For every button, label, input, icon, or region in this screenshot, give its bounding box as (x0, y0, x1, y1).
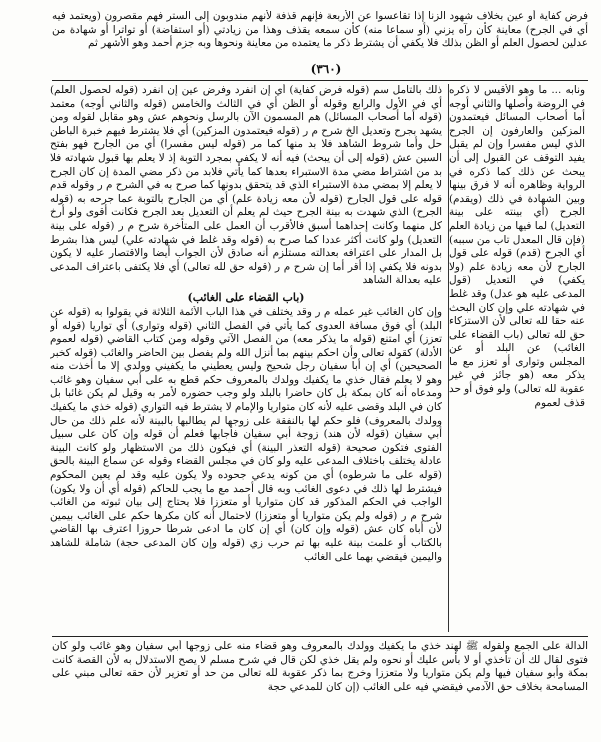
side-column (448, 84, 589, 632)
section-heading: (باب القضاء على الغائب) (187, 290, 305, 304)
side-column-text: ونابه ... ما وهو الأقيس لا ذكره في الروضة وأصلها والثاني أوجه أما أصحاب المسائل فيعتمدون المزكين والعارفون إن الجرح الذي ليس مفسرا وإن لم يقبل يفيد التوقف عن القبول إلى أن يبحث عن ذلك كما ذكره في الرواية وظاهره أنه لا فرق بينها وبين الشهادة في ذلك (ويقدم) الجرح (أي بينته على بينة التعديل) لما فيها من زيادة العلم (فإن قال المعدل تاب من سببه) أي الجرح (قدم) قوله على قول الجارح لأن معه زيادة علم (ولا يكفي) في التعديل (قول المدعى عليه هو عدل) وقد غلط في شهادته علي وإن كان البحث عنه حقا لله تعالى لأن الاستزكاء حق لله تعالى (باب القضاء على الغائب) عن البلد أو عن المجلس وتوارى أو تعزز مع ما يذكر معه (هو جائز في غير عقوبة لله تعالى) ولو فوق أو حد قذف لعموم (449, 84, 585, 409)
header-rule (52, 80, 588, 81)
page-number: (٣٦٠) (310, 62, 342, 76)
main-column (50, 84, 442, 632)
bottom-text-block: الدالة على الجمع ولقوله ﷺ لهند خذي ما يكفيك وولدك بالمعروف وهو قضاء منه على زوجها أبي سفيان وهو غائب ولو كان فتوى لقال لك أن تأخذي أو لا بأس عليك أو نحوه ولم يقل خذي لكن قال في شرح مسلم لا يصح الاستدلال به لأن القصة كانت بمكة وأبو سفيان فيها ولم يكن متواريا ولا متعززا وخرج بما ذكر عقوبة لله تعالى من حد أو تعزير لأن حقه تعالى مبني على المسامحة بخلاف حق الآدمي فيقضي فيه على الغائب (إن كان للمدعي حجة (52, 640, 588, 693)
bottom-divider (52, 636, 588, 637)
main-text-part-1: ذلك بالتأمل سم (قوله فرض كفاية) أي إن انفرد وفرض عين إن انفرد (قوله لحصول العلم) أي في الأول والرابع وقوله أو الظن أي في الثالث والخامس (قوله والثاني أوجه) معتمد (قوله أما أصحاب المسائل) هم المسمون الآن بالرسل ونحوهم عش وهو مقابل لقوله ومن يشهد بجرح وتعديل الخ شرح م ر (قوله فيعتمدون المزكين) أي فلا يشترط فيهم خبرة الباطن حل وأما شروط الشاهد فلا بد منها كما مر (قوله ليس مفسرا) أي من الجارح فهو بفتح السين عش (قوله إلى أن يبحث) فيه أنه لا يكفي بمجرد التوبة إذ لا يعلم بها قبول شهادته فلا بد من اشتراط مضي مدة الاستبراء بعدها كما يأتي فلابد من ذكر مضي المدة إن كان الجرح لا يعلم إلا بمضي مدة الاستبراء الذي قد يتحقق بدونها كما صرح به في الشرح م ر وقوله قدم قوله على قول الجارح (قوله لأن معه زيادة علم) أي من الجارح بالتوبة عما جرحه به (قوله الجرح) الذي شهدت به بينة الجرح حيث لم يعلم أن التعديل بعد الجرح فكانت أقوى ولو أرخ كل منهما وكانت إحداهما أسبق فالأقرب أن العمل على المتأخرة شرح م ر (قوله على بينة التعديل) ولو كانت أكثر عددا كما صرح به (قوله وقد غلط في شهادته علي) ليس هذا بشرط بل المدار على اعترافه بعدالته مستلزم أنه صادق لأن الجواب أيضا والاقتصار عليه لا يكون بدونه فلا يكفي إذا أقر أما إن شرح م ر (قوله حق لله تعالى) أي فلا يكتفى باعتراف المدعى عليه بعدالة الشاهد (50, 84, 442, 287)
main-column-text-2 (50, 306, 442, 564)
main-text-part-2: وإن كان الغائب غير عمله م ر وقد يختلف في هذا الباب الأئمة الثلاثة في يقولوا به (قوله عن البلد) أي فوق مسافة العدوى كما يأتي في الفصل الثاني (قوله وتوارى) أي تواريا (قوله أو تعزز) أي امتنع (قوله ما يذكر معه) من الفصل الآتي وقوله ومن كتاب القاضي (قوله لعموم الأدلة) كقوله تعالى وأن احكم بينهم بما أنزل الله ولم يفصل بين الحاضر والغائب (قوله كخبر الصحيحين) أي إن أبا سفيان رجل شحيح وليس يعطيني ما يكفيني وولدي إلا ما أخذت منه وهو لا يعلم فقال خذي ما يكفيك وولدك بالمعروف حكم قطع به على أبي سفيان وهو غائب ومدعاه أنه كان بمكة بل كان حاضرا بالبلد ولو وجب حضوره لأمر به وقيل لم يكن غائبا بل كان في البلد وقضى عليه لأنه كان متواريا والإمام لا يشترط فيه التواري (قوله خذي ما يكفيك وولدك بالمعروف) فلو حكم لها بالنفقة على زوجها لم يطالبها بالبينة لأنه علم ذلك من حال أبي سفيان (قوله لأن هند) زوجة أبي سفيان فأجابها فعلم أن قوله وإن كان على سبيل الفتوى فتكون صحيحة (قوله التعذر البينة) أي فيكون ذلك من الاستظهار ولو كانت البينة عادلة يختلف باختلاف المدعى عليه ولو كان في مجلس القضاء وقوله عن سماع البينة بالحق (قوله على ما شرطوه) أي من كونه يدعي جحوده ولا يكون عليه وقد لم يعين المحكوم فيشترط لها ذلك في دعوى الغائب وبه قال أحمد مع ما يجب للحاكم (قوله أي أن ولا يكون) الواجب في الحكم المذكور قد كان متواريا أو متعززا فلا يحتاج إلى بيان ثبوته من الغائب شرح م ر (قوله ولم يكن متواريا أو متعززا) لاحتمال أنه كان مكرها حكم على الغائب بيمين لأن أباه كان عش (قوله وإن كان) أي إن كان ما ادعى شرطا حروزا اعترف بها القاضي بالكتاب أو علمت بينة عليه بها تم حرب زي (قوله وإن كان المدعى حجة) شاملة للشاهد واليمين فيقضي بهما على الغائب (50, 305, 442, 563)
top-text-block: فرض كفاية أو عين بخلاف شهود الزنا إذا تقاعسوا عن الأربعة فإنهم قذفة لأنهم مندوبون إلى الستر فهم مقصرون (ويعتمد فيه أي في الجرح) معاينة كأن رآه يزني (أو سماعا منه) كأن سمعه يقذف وهذا من زيادتي (أو استفاضة) أو تواترا أو شهادة من عدلين لحصول العلم أو الظن بذلك فلا يكفي أن يشترط ذكر ما يعتمده من معاينة ونحوها وبه جزم أحمد وهو الأشهر ثم (52, 10, 588, 50)
main-column-text (50, 84, 442, 288)
